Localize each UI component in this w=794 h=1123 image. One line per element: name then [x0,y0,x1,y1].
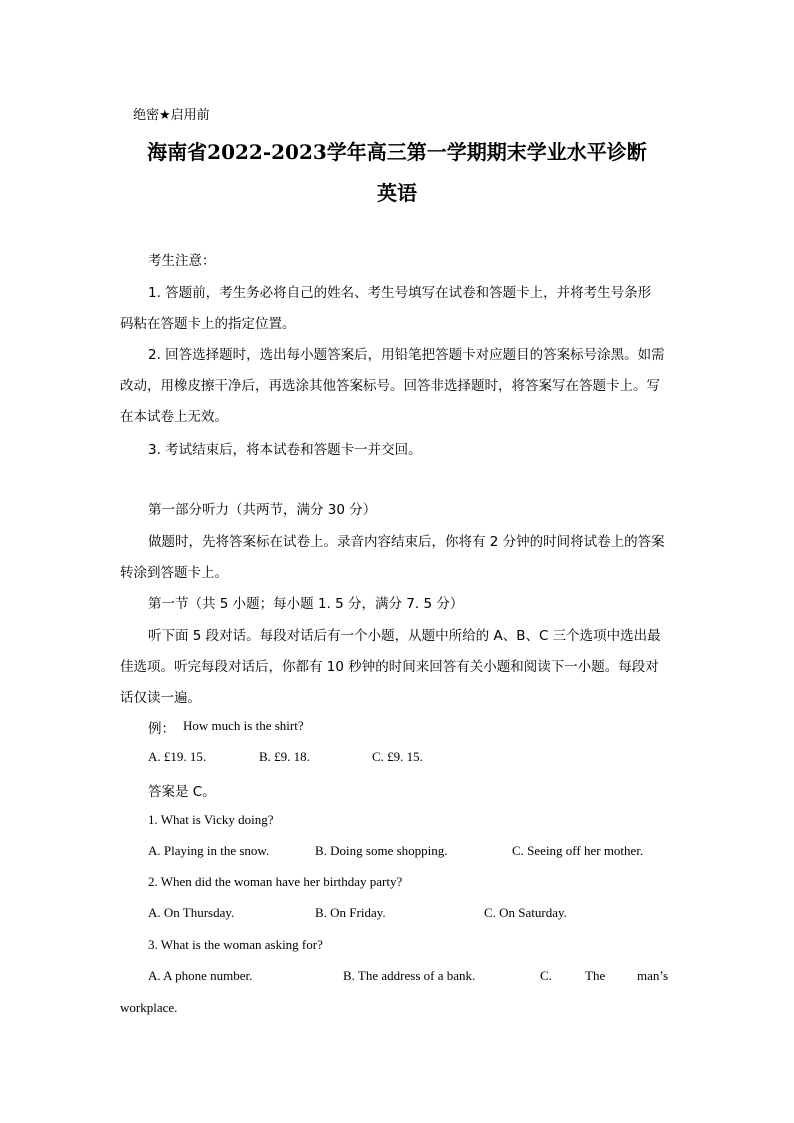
question-2: 2. When did the woman have her birthday party? [148,874,403,889]
notice-item-2-line-2: 改动，用橡皮擦干净后，再选涂其他答案标号。回答非选择题时，将答案写在答题卡上。写 [120,378,660,394]
question-3-option-c-label: C. [540,968,552,983]
question-2-option-a: A. On Thursday. [148,905,235,920]
section1-instruction-line-3: 话仅读一遍。 [120,690,201,706]
question-3-option-a: A. A phone number. [148,968,253,983]
notice-item-3: 3. 考试结束后，将本试卷和答题卡一并交回。 [148,442,422,458]
example-label: 例： [148,721,175,737]
notice-item-2-line-1: 2. 回答选择题时，选出每小题答案后，用铅笔把答题卡对应题目的答案标号涂黑。如需 [148,347,665,363]
section1-instruction-line-2: 佳选项。听完每段对话后，你都有 10 秒钟的时间来回答有关小题和阅读下一小题。每段对 [120,659,659,675]
notice-item-1-line-2: 码粘在答题卡上的指定位置。 [120,316,296,332]
section1-heading: 第一节（共 5 小题；每小题 1. 5 分，满分 7. 5 分） [148,596,464,612]
question-1-option-b: B. Doing some shopping. [315,843,448,858]
question-2-option-b: B. On Friday. [315,905,386,920]
notice-heading: 考生注意： [148,253,216,269]
part1-instruction-line-1: 做题时，先将答案标在试卷上。录音内容结束后，你将有 2 分钟的时间将试卷上的答案 [148,534,665,550]
question-2-option-c: C. On Saturday. [484,905,567,920]
example-answer: 答案是 C。 [148,784,216,800]
question-1-option-c: C. Seeing off her mother. [512,843,644,858]
subject-title: 英语 [377,181,417,205]
notice-item-2-line-3: 在本试卷上无效。 [120,409,228,425]
example-question: How much is the shirt? [183,718,304,733]
notice-item-1-line-1: 1. 答题前，考生务必将自己的姓名、考生号填写在试卷和答题卡上，并将考生号条形 [148,285,652,301]
question-3-option-c-word-1: The [585,968,606,983]
section1-instruction-line-1: 听下面 5 段对话。每段对话后有一个小题，从题中所给的 A、B、C 三个选项中选出最 [148,628,661,644]
part1-instruction-line-2: 转涂到答题卡上。 [120,565,228,581]
question-3-option-b: B. The address of a bank. [343,968,476,983]
question-3-option-c-wrap: workplace. [120,1000,178,1015]
example-option-c: C. £9. 15. [372,749,423,764]
confidential-label: 绝密★启用前 [133,108,210,123]
example-option-b: B. £9. 18. [259,749,310,764]
part1-heading: 第一部分听力（共两节，满分 30 分） [148,502,377,518]
question-3-option-c-word-2: man’s [637,968,669,983]
exam-title: 海南省2022-2023学年高三第一学期期末学业水平诊断 [147,140,647,164]
question-1: 1. What is Vicky doing? [148,812,274,827]
question-3: 3. What is the woman asking for? [148,937,323,952]
question-1-option-a: A. Playing in the snow. [148,843,270,858]
example-option-a: A. £19. 15. [148,749,207,764]
